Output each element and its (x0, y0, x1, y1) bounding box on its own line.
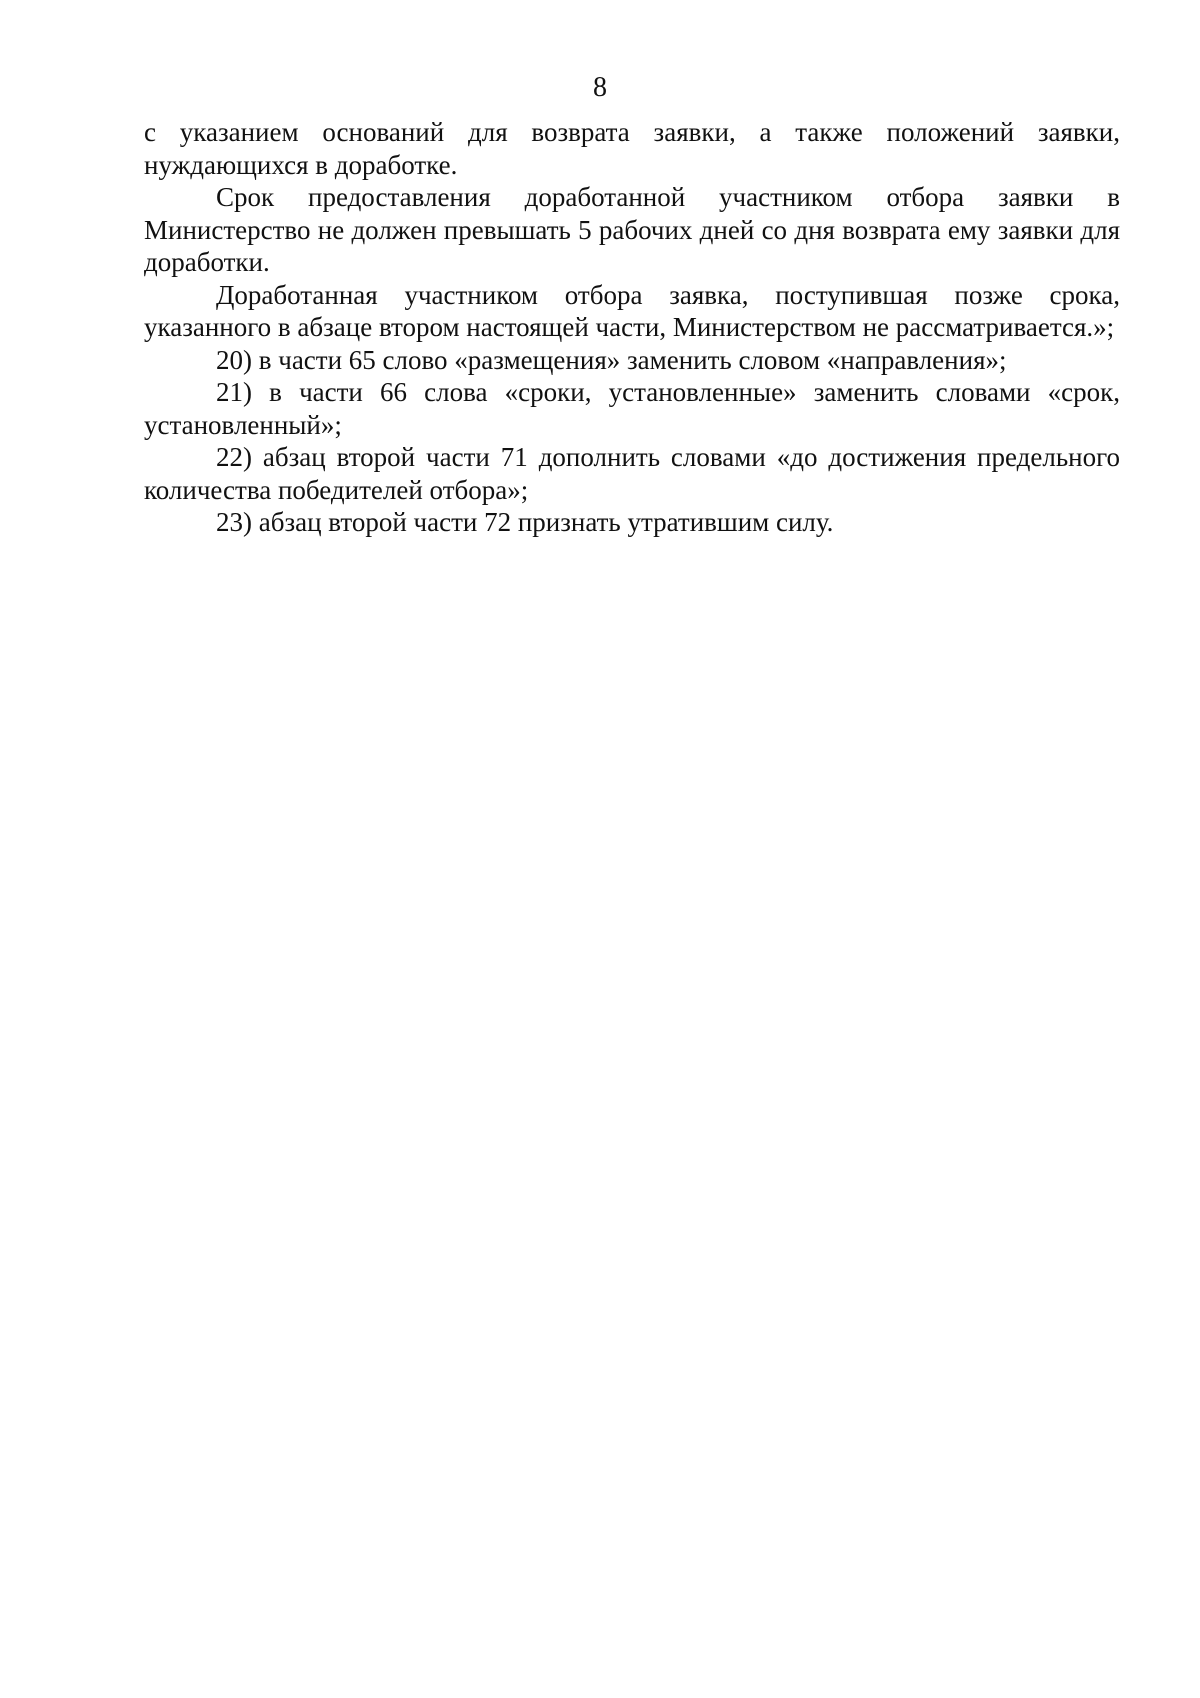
amendment-item-22: 22) абзац второй части 71 дополнить словами «до достижения предельного количества победителей отбора»; (144, 442, 1120, 505)
paragraph-continuation: с указанием оснований для возврата заявки, а также положений заявки, нуждающихся в доработке. (144, 117, 1120, 180)
amendment-item-23: 23) абзац второй части 72 признать утратившим силу. (216, 507, 834, 537)
page-number: 8 (593, 72, 607, 103)
paragraph-late-submission: Доработанная участником отбора заявка, поступившая позже срока, указанного в абзаце втором настоящей части, Министерством не рассматривается.»; (144, 279, 1120, 342)
paragraph-deadline: Срок предоставления доработанной участником отбора заявки в Министерство не должен превышать 5 рабочих дней со дня возврата ему заявки для доработки. (144, 182, 1120, 277)
amendment-item-20: 20) в части 65 слово «размещения» заменить словом «направления»; (216, 344, 1007, 375)
amendment-item-21: 21) в части 66 слова «сроки, установленные» заменить словами «срок, установленный»; (144, 377, 1120, 440)
document-body (144, 116, 1120, 539)
